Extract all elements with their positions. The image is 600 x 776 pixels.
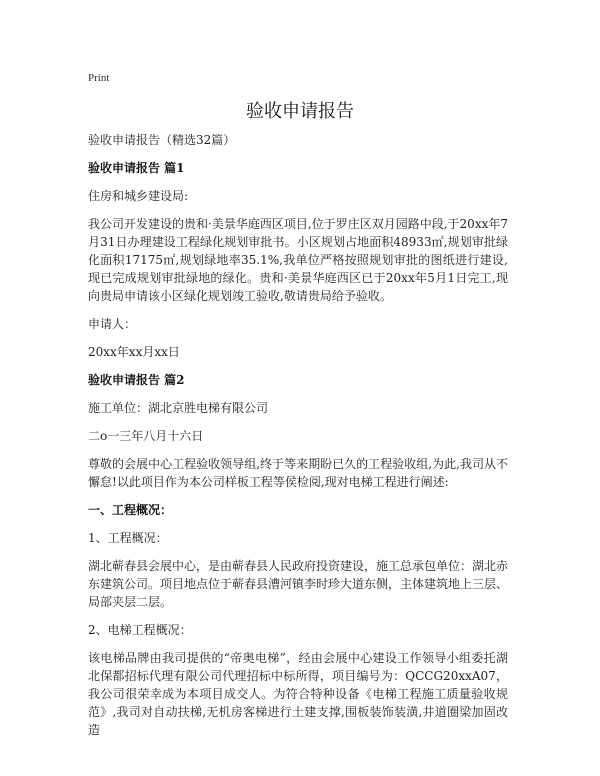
print-label: Print	[88, 72, 110, 84]
item1-label: 1、工程概况：	[88, 531, 168, 545]
section2-date: 二o一三年八月十六日	[88, 429, 204, 443]
addressee: 住房和城乡建设局:	[88, 189, 189, 203]
section2-intro: 尊敬的会展中心工程验收领导组,终于等来期盼已久的工程验收组,为此,我司从不懈怠!以此项目作为本公司样板工程等侯检阅,现对电梯工程进行阐述:	[88, 457, 508, 489]
section1-date: 20xx年xx月xx日	[88, 345, 180, 359]
construction-unit: 施工单位：湖北京胜电梯有限公司	[88, 401, 269, 415]
section1-body: 我公司开发建设的贵和·美景华庭西区项目,位于罗庄区双月园路中段,于20xx年7月31日办理建设工程绿化规划审批书。小区规划占地面积48933㎡,规划审批绿化面积17175㎡,规划绿地率35.1%,我单位严格按照规划审批的图纸进行建设,现已完成规划审批绿地的绿化。贵和·美景华庭西区已于20xx年5月1日完工,现向贵局申请该小区绿化规划竣工验收,敬请贵局给予验收。	[88, 217, 508, 303]
applicant-label: 申请人：	[88, 317, 137, 331]
section-heading-1: 验收申请报告 篇1	[88, 161, 185, 175]
document-body	[88, 131, 508, 739]
section-heading-2: 验收申请报告 篇2	[88, 373, 185, 387]
document-subtitle: 验收申请报告（精选32篇）	[88, 133, 236, 147]
item2-body: 该电梯品牌由我司提供的“帝奥电梯”，经由会展中心建设工作领导小组委托湖北保都招标代理有限公司代理招标中标所得，项目编号为：QCCG20xxA07，我公司很荣幸成为本项目成交人。为符合特种设备《电梯工程施工质量验收规范》,我司对自动扶梯,无机房客梯进行土建支撑,围板装饰装潢,井道圈梁加固改造	[88, 651, 508, 737]
item1-body: 湖北蕲春县会展中心，是由蕲春县人民政府投资建设，施工总承包单位：湖北赤东建筑公司。项目地点位于蕲春县漕河镇李时珍大道东侧，主体建筑地上三层、局部夹层二层。	[88, 559, 509, 609]
overview-heading: 一、工程概况：	[88, 503, 173, 517]
document-title: 验收申请报告	[246, 101, 354, 122]
item2-label: 2、电梯工程概况：	[88, 623, 192, 637]
